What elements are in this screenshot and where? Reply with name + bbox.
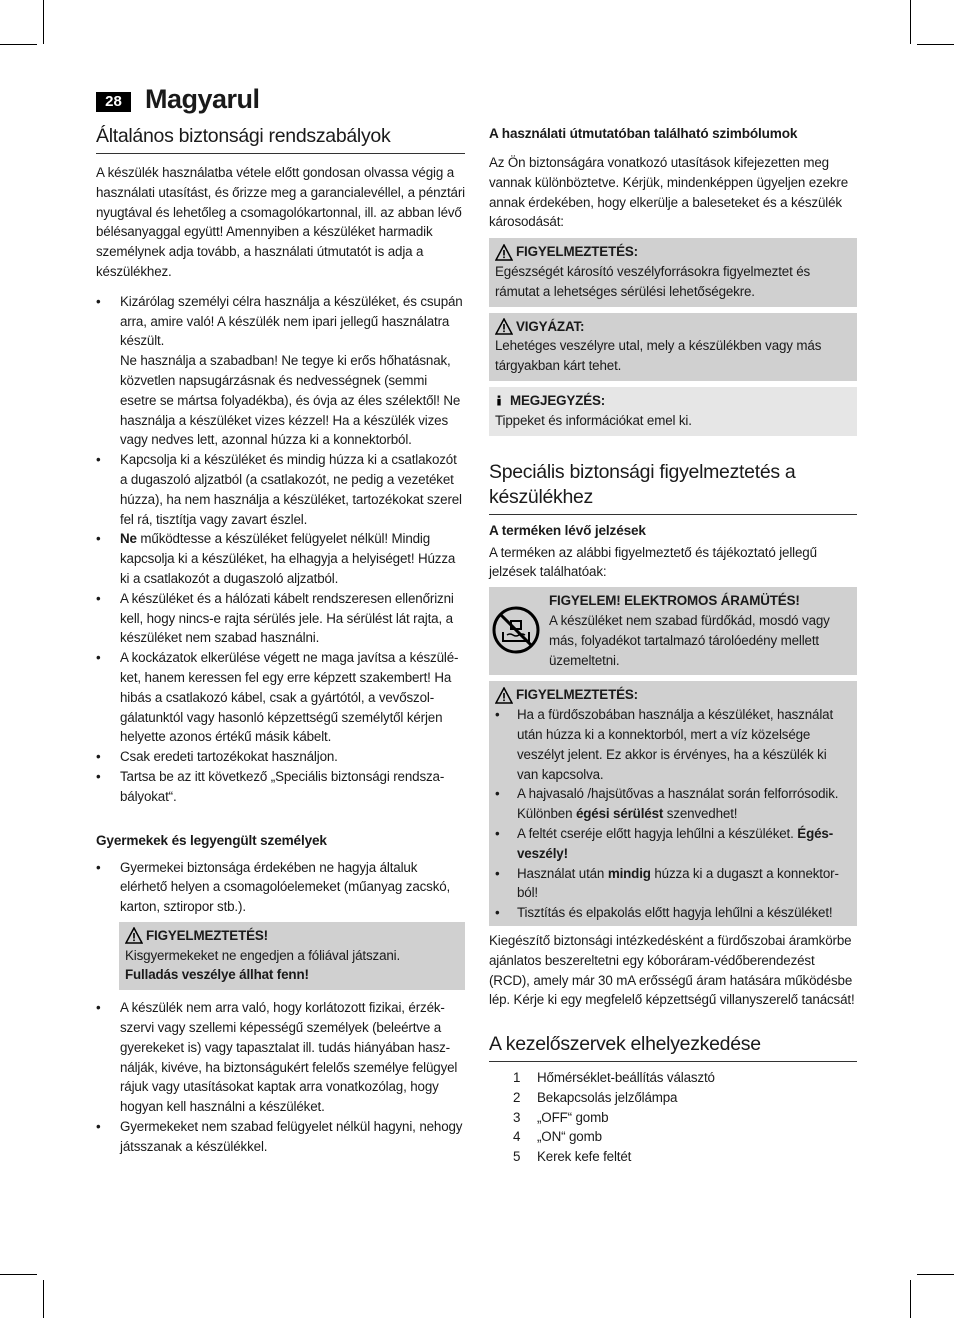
caution-text: Lehetéges veszélyre utal, mely a készülékben vagy más tárgyakban kárt tehet. [495,338,822,374]
warning-text: Kisgyermekeket ne engedjen a fóliával játszani. [125,947,401,963]
caution-triangle-icon [495,318,513,335]
crop-mark [910,1280,911,1318]
warning-bold-text: Fulladás veszélye állhat fenn! [125,967,309,983]
list-item: • Ne működtesse a készüléket felügyelet nélkül! Mindig kapcsolja ki a készüléket, ha elhagyja a helyiséget! Húzza ki a csatlakozót a dugaszoló aljzatból. [96,529,465,588]
crop-mark [917,44,954,45]
controls-list [489,1068,857,1167]
list-item: • A készülék nem arra való, hogy korlátozott fizikai, érzékszervi vagy szellemi képességű személyek (beleértve a gyerekeket is) vagy tapasztalat ill. tudás hiányában használják, kivéve, ha biztonságukért felelős személye felügyel rájuk vagy utasításokat kaptak arra vonatkozólag, hogy hogyan kell használni a készüléket. [96,998,465,1117]
list-item: • A hajvasaló /hajsütővas a használat során felforrósodik. Különben égési sérülést szenvedhet! [495,784,851,824]
children-list [96,858,465,917]
product-markings-heading: A terméken lévő jelzések [489,522,646,538]
children-heading: Gyermekek és legyengült személyek [96,832,327,848]
crop-mark [0,1274,37,1275]
children-list-2 [96,998,465,1156]
warning-triangle-icon [495,687,513,704]
child-warning-box [119,922,465,990]
electric-title: FIGYELEM! ELEKTROMOS ÁRAMÜTÉS! [549,593,800,609]
symbols-intro: Az Ön biztonságára vonatkozó utasítások kifejezetten meg vannak különböztetve. Kérjük, mindenképpen ügyeljen ezekre annak érdekében, hogy elkerülje a baleseteket és a készülék károsodását: [489,155,849,230]
note-title: MEGJEGYZÉS: [510,392,606,408]
list-item: • A készüléket és a hálózati kábelt rendszeresen ellenőrizni kell, hogy nincs-e rajta sérülés jele. Ha sérülést lát rajta, a készüléket nem szabad használni. [96,589,465,648]
crop-mark [910,0,911,44]
section-heading-controls: A kezelőszervek elhelyezkedése [489,1032,857,1062]
symbols-heading: A használati útmutatóban található szimbólumok [489,126,798,141]
crop-mark [917,1274,954,1275]
bathroom-warning-box [489,681,857,926]
note-symbol-box [489,387,857,436]
list-item: • A kockázatok elkerülése végett ne maga javítsa a készüléket, hanem keressen fel egy erre képzett szakembert! Ha hibás a csatlakozó kábel, csak a gyártótól, a vevőszolgálatunktól vagy hasonló képzettségű személytől kérjen helyette azonos értékű másik kábelt. [96,648,465,747]
section-heading-special: Speciális biztonsági figyelmeztetés a készülékhez [489,460,857,515]
list-item: • Csak eredeti tartozékokat használjon. [96,747,465,767]
crop-mark [43,1280,44,1318]
crop-mark [43,0,44,44]
list-item: 5 Kerek kefe feltét [513,1149,632,1165]
electric-text: A készüléket nem szabad fürdőkád, mosdó vagy más, folyadékot tartalmazó tárolóedény mellett üzemeltetni. [549,612,830,668]
list-item: 1 Hőmérséklet-beállítás választó [513,1070,715,1086]
warning-triangle-icon [125,927,143,944]
list-item: • Tisztítás és elpakolás előtt hagyja lehűlni a készüléket! [495,903,851,923]
page-title: Magyarul [145,84,260,114]
section-heading-general-safety: Általános biztonsági rendszabályok [96,124,465,154]
list-item: • Gyermekei biztonsága érdekében ne hagyja általuk elérhető helyen a csomagolóelemeket (műanyag zacskó, karton, sztiropor stb.). [96,858,465,917]
warning-text: Egészségét károsító veszélyforrásokra figyelmeztet és rámutat a lehetséges sérülési lehetőségekre. [495,263,811,299]
right-column [489,124,857,1167]
note-text: Tippeket és információkat emel ki. [495,412,692,428]
safety-list [96,292,465,807]
intro-paragraph: A készülék használatba vétele előtt gondosan olvassa végig a használati utasítást, és őrizze meg a garancialevéllel, a pénztári nyugtával és lehetőleg a csomagolókartonnal, ill. az abban lévő bélésanyaggal együtt! Amennyiben a készüléket harmadik személynek adja tovább, a használati útmutatót is adja a készülékhez. [96,165,465,279]
product-markings-intro: A terméken az alábbi figyelmeztető és tájékoztató jellegű jelzések találhatóak: [489,544,817,580]
list-item: • A feltét cseréje előtt hagyja lehűlni a készüléket. Égésveszély! [495,824,851,864]
list-item: • Kizárólag személyi célra használja a készüléket, és csupán arra, amire való! A készülék nem ipari jellegű használatra készült. Ne használja a szabadban! Ne tegye ki erős hőhatásnak, közvetlen napsugárzásnak és nedvességnek (semmi esetre se mártsa folyadékba), és óvja az éles szélektől! Ne használja a készüléket vizes kézzel! Ha a készülék vizes vagy nedves lett, azonnal húzza ki a konnektorból. [96,292,465,450]
list-item: 2 Bekapcsolás jelzőlámpa [513,1089,678,1105]
warning-title: FIGYELMEZTETÉS: [516,244,638,260]
warning-triangle-icon [495,244,513,261]
list-item: • Használat után mindig húzza ki a dugaszt a konnektorból! [495,864,851,904]
warning-title: FIGYELMEZTETÉS: [516,687,638,703]
warning-heading: FIGYELMEZTETÉS! [125,926,459,946]
caution-symbol-box [489,313,857,381]
list-item: • Tartsa be az itt következő „Speciális biztonsági rendszabályokat“. [96,767,465,807]
rcd-paragraph: Kiegészítő biztonsági intézkedésként a fürdőszobai áramkörbe ajánlatos beszereltetni egy kóboráram-védőberendezést (RCD), amely már 30 mA erősségű áram hatására működésbe lép. Kérje ki egy megfelelő képzettségű villanyszerelő tanácsát! [489,932,855,1008]
list-item: • Kapcsolja ki a készüléket és mindig húzza ki a csatlakozót a dugaszoló aljzatból (a csatlakozót, ne pedig a vezetéket húzza), ha nem használja a készüléket, tartozékokat szerel fel rá, tisztítja vagy zavart észlel. [96,450,465,529]
caution-title: VIGYÁZAT: [516,318,585,334]
page-number: 28 [96,92,131,112]
list-item: 4 „ON“ gomb [513,1129,602,1145]
info-icon [495,392,507,409]
electric-shock-box [489,587,857,675]
left-column [96,124,465,1157]
warning-symbol-box [489,238,857,306]
no-water-icon [491,605,541,655]
warning-list [495,705,851,923]
list-item: • Gyermekeket nem szabad felügyelet nélkül hagyni, nehogy játsszanak a készülékkel. [96,1117,465,1157]
crop-mark [0,44,37,45]
list-item: • Ha a fürdőszobában használja a készüléket, használat után húzza ki a konnektorból, mert a víz közelsége veszélyt jelent. Ez akkor is érvényes, ha a készülék ki van kapcsolva. [495,705,851,784]
list-item: 3 „OFF“ gomb [513,1109,609,1125]
